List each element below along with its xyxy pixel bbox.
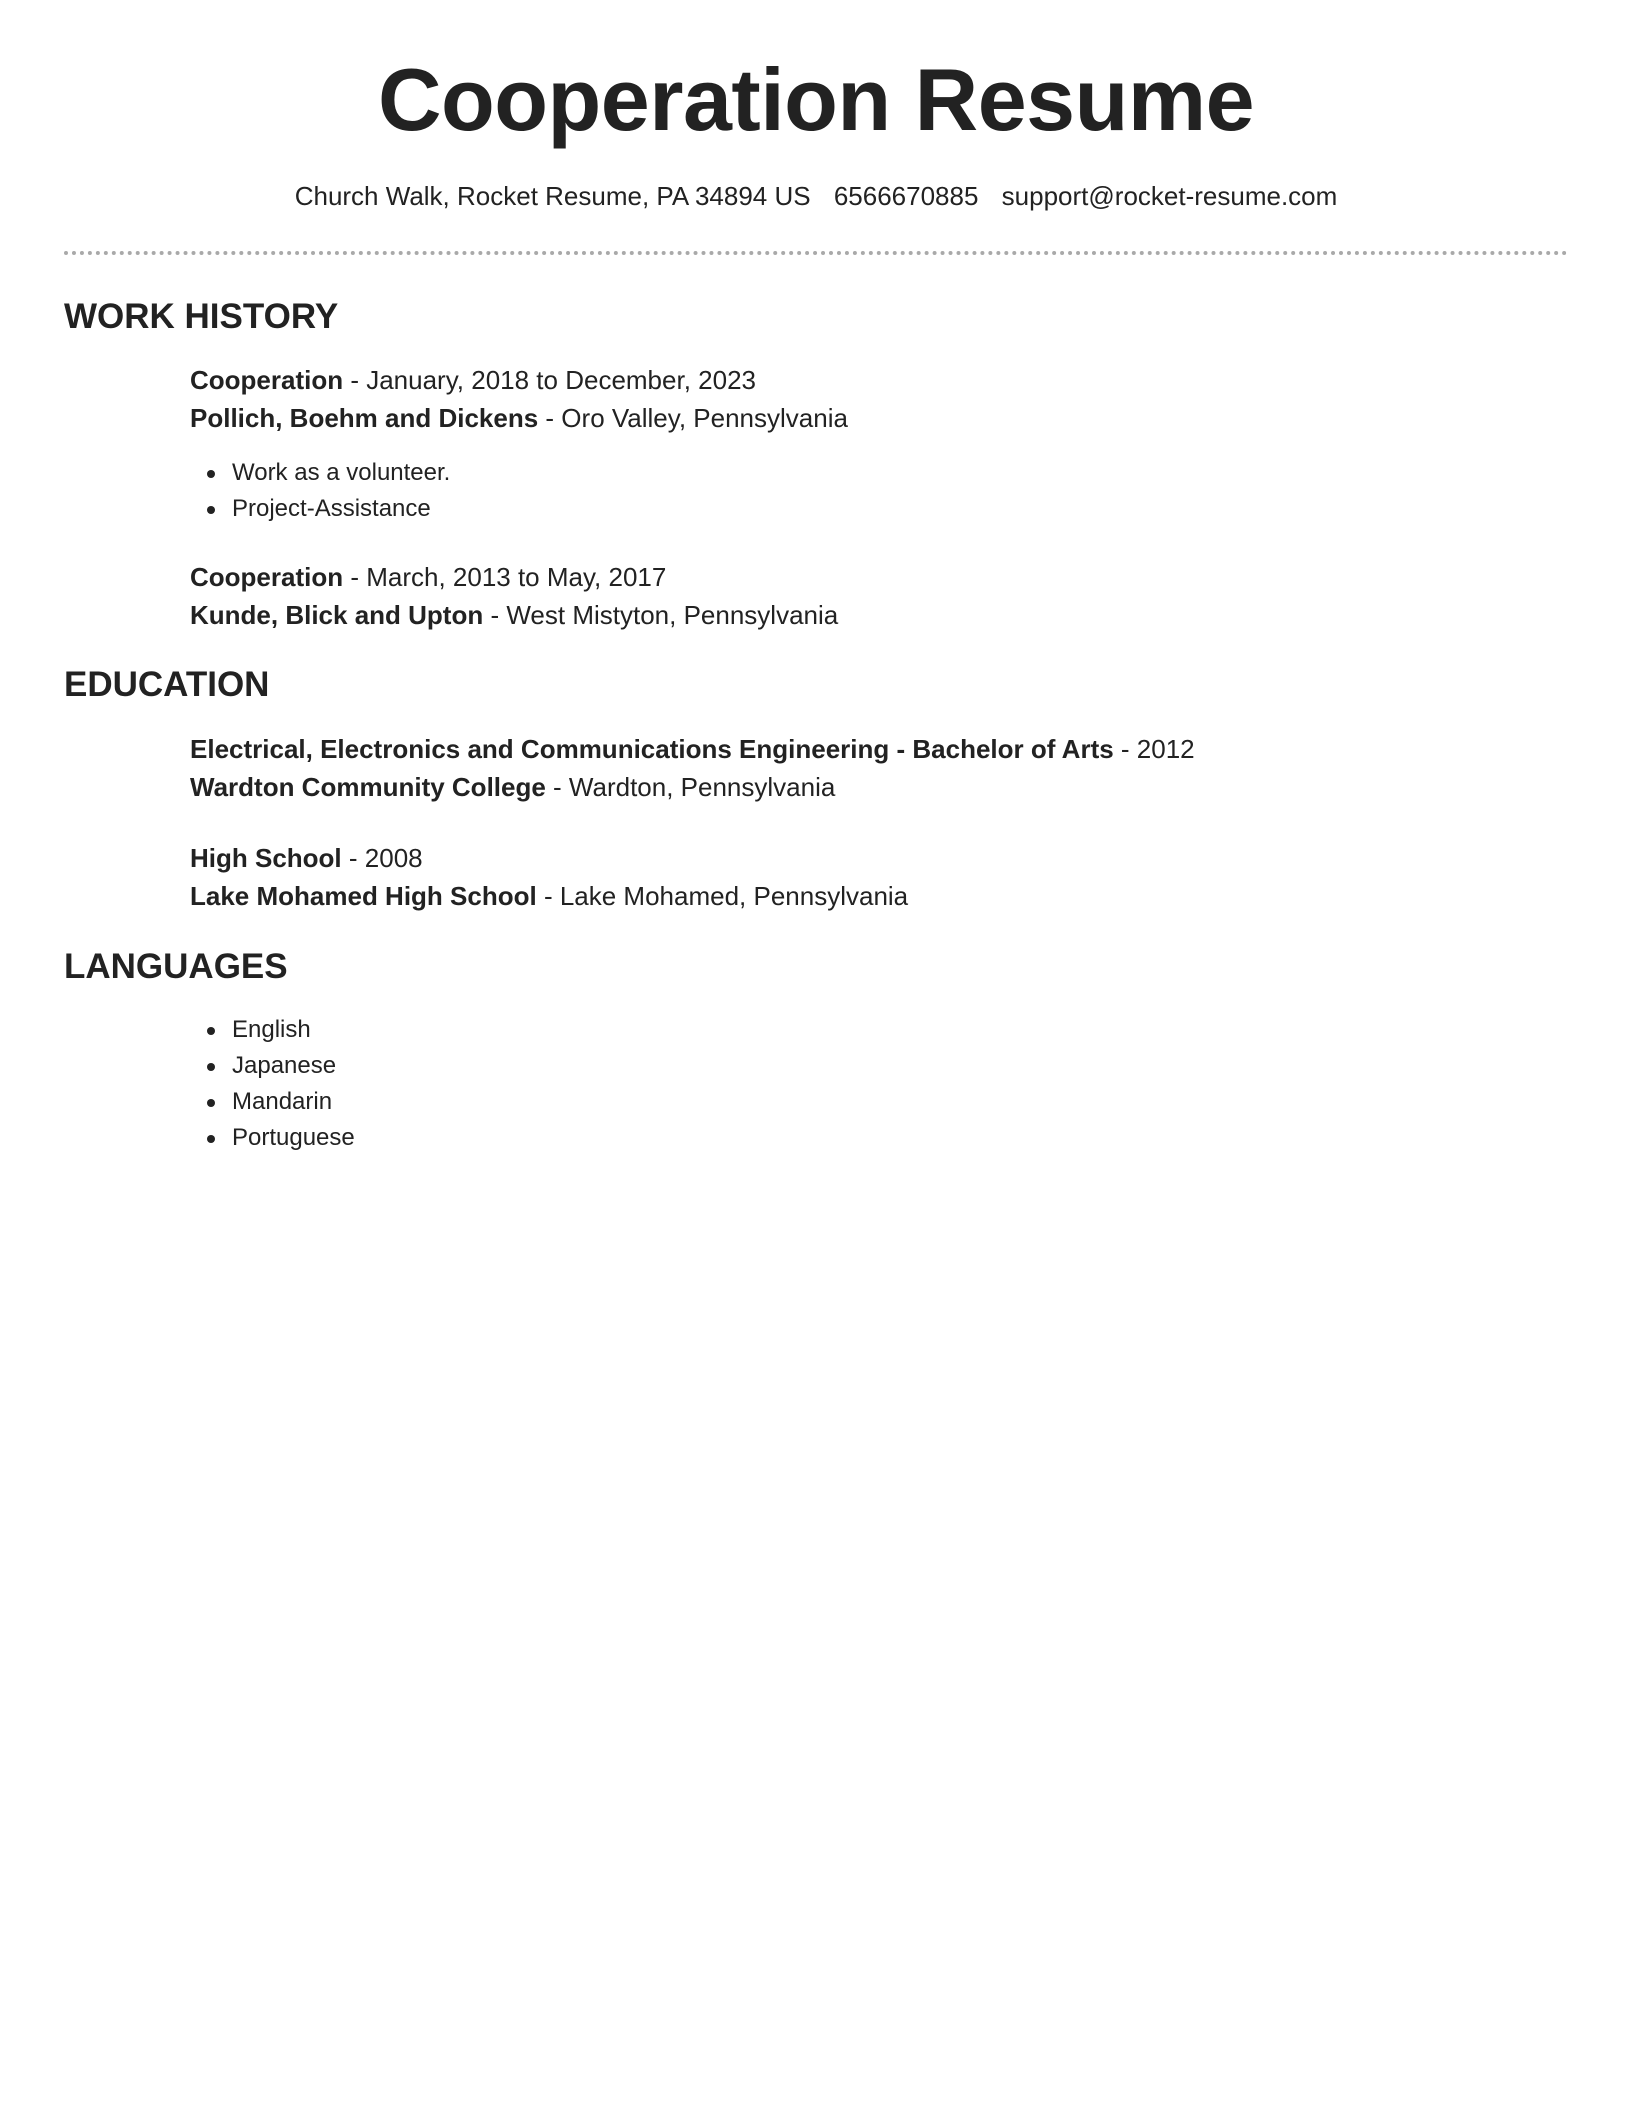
- education-1-location: - Wardton, Pennsylvania: [545, 772, 836, 802]
- language-item: Portuguese: [232, 1120, 355, 1156]
- job-1-company: Pollich, Boehm and Dickens: [190, 403, 539, 433]
- contact-info: [0, 180, 1632, 214]
- education-1-year: - 2012: [1113, 734, 1195, 764]
- job-1-duty: Work as a volunteer.: [232, 455, 450, 491]
- education-2-degree: High School: [190, 843, 342, 873]
- contact-phone: 6566670885: [833, 181, 979, 211]
- language-item: English: [232, 1012, 355, 1048]
- job-1-company-line: [190, 402, 848, 436]
- resume-name: Cooperation Resume: [377, 50, 1255, 149]
- education-2-school: Lake Mohamed High School: [190, 881, 537, 911]
- section-title-languages: LANGUAGES: [64, 947, 288, 986]
- job-1-dates: - January, 2018 to December, 2023: [343, 365, 756, 395]
- section-title-work-history: WORK HISTORY: [64, 297, 339, 336]
- education-2-school-line: [190, 880, 908, 914]
- job-2-dates: - March, 2013 to May, 2017: [343, 562, 667, 592]
- header-divider: [64, 251, 1568, 255]
- education-2-degree-line: [190, 842, 423, 876]
- job-1-location: - Oro Valley, Pennsylvania: [538, 403, 848, 433]
- job-2-location: - West Mistyton, Pennsylvania: [483, 600, 839, 630]
- job-1-title-line: [190, 364, 756, 398]
- job-1-position: Cooperation: [190, 365, 344, 395]
- job-2-company: Kunde, Blick and Upton: [190, 600, 484, 630]
- job-2-company-line: [190, 599, 838, 633]
- job-2-title-line: [190, 561, 666, 595]
- section-title-education: EDUCATION: [64, 665, 270, 704]
- education-1-school-line: [190, 771, 835, 805]
- job-1-duty: Project-Assistance: [232, 491, 450, 527]
- language-item: Japanese: [232, 1048, 355, 1084]
- contact-address: Church Walk, Rocket Resume, PA 34894 US: [294, 181, 811, 211]
- job-2-position: Cooperation: [190, 562, 344, 592]
- job-1-duties: [232, 455, 450, 527]
- education-2-year: - 2008: [341, 843, 423, 873]
- contact-email[interactable]: support@rocket-resume.com: [1001, 181, 1338, 211]
- education-1-school: Wardton Community College: [190, 772, 546, 802]
- language-item: Mandarin: [232, 1084, 355, 1120]
- education-1-degree-line: [190, 733, 1195, 767]
- languages-list: [232, 1012, 355, 1156]
- education-1-degree: Electrical, Electronics and Communications Engineering - Bachelor of Arts: [190, 734, 1114, 764]
- education-2-location: - Lake Mohamed, Pennsylvania: [536, 881, 909, 911]
